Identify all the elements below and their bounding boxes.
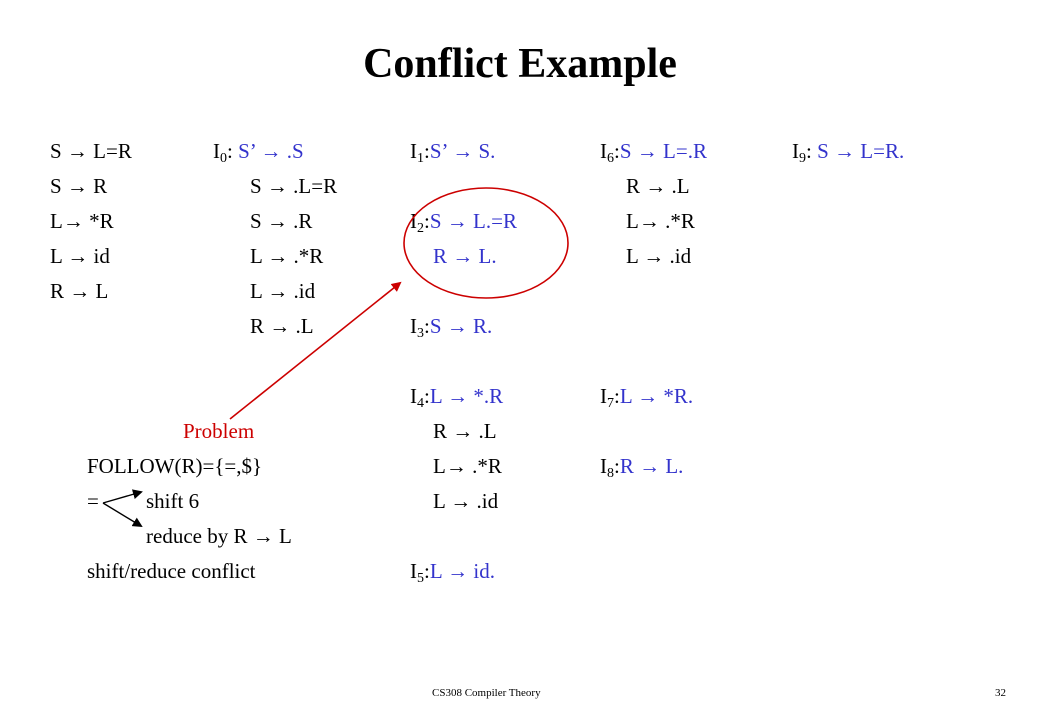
state-i4-item: L → .id bbox=[433, 489, 499, 513]
page-number: 32 bbox=[995, 687, 1006, 699]
shift-action: shift 6 bbox=[146, 489, 200, 513]
state-i4: $I_4:L \to *.R$ bbox=[410, 384, 504, 411]
state-i0-item: S → .R bbox=[250, 209, 313, 233]
grammar-rule: R → L bbox=[50, 279, 109, 303]
footer-course: CS308 Compiler Theory bbox=[432, 687, 541, 699]
state-i6-item: R → .L bbox=[626, 174, 690, 198]
state-i9: $I_9$: S → L=R. bbox=[792, 139, 905, 166]
grammar-rule: S → R bbox=[50, 174, 108, 198]
state-i0-header: $I_0$: S’ → .S bbox=[213, 139, 304, 166]
state-i4-item: R → .L bbox=[433, 419, 497, 443]
equals-symbol: = bbox=[87, 489, 99, 513]
state-i7: $I_7:L \to *R$. bbox=[600, 384, 694, 411]
state-i0-item: R → .L bbox=[250, 314, 314, 338]
state-i8: $I_8:R \to L$. bbox=[600, 454, 684, 481]
state-i2-item: R → L. bbox=[433, 244, 497, 268]
problem-arrow bbox=[230, 279, 400, 419]
shift-arrow bbox=[103, 492, 141, 503]
problem-label: Problem bbox=[183, 419, 255, 443]
grammar-rule: S → L=R bbox=[50, 139, 132, 163]
slide-title: Conflict Example bbox=[363, 41, 677, 87]
state-i0-item: L → .id bbox=[250, 279, 316, 303]
follow-set: FOLLOW(R)={=,$} bbox=[87, 454, 263, 478]
reduce-arrow bbox=[103, 503, 141, 526]
state-i5: $I_5:L$ → id. bbox=[410, 559, 495, 586]
grammar-rule: L → id bbox=[50, 244, 110, 268]
state-i0-item: S → .L=R bbox=[250, 174, 338, 198]
state-i6-item: L→ .*R bbox=[626, 209, 695, 233]
state-i2: $I_2:S \to L.=R$ bbox=[410, 209, 517, 236]
state-i4-item: L→ .*R bbox=[433, 454, 502, 478]
state-i0-first-item: S’ → .S bbox=[238, 139, 304, 163]
conflict-highlight-ellipse bbox=[404, 188, 568, 298]
conflict-label: shift/reduce conflict bbox=[87, 559, 256, 583]
state-i3: $I_3:S \to R$. bbox=[410, 314, 493, 341]
state-i1: $I_1:S$’ → S. bbox=[410, 139, 496, 166]
state-i0-item: L → .*R bbox=[250, 244, 324, 268]
grammar-rule: L→ *R bbox=[50, 209, 114, 233]
reduce-action: reduce by R → L bbox=[146, 524, 292, 548]
state-i6-item: L → .id bbox=[626, 244, 692, 268]
state-i6: $I_6:S \to L=.R$ bbox=[600, 139, 707, 166]
